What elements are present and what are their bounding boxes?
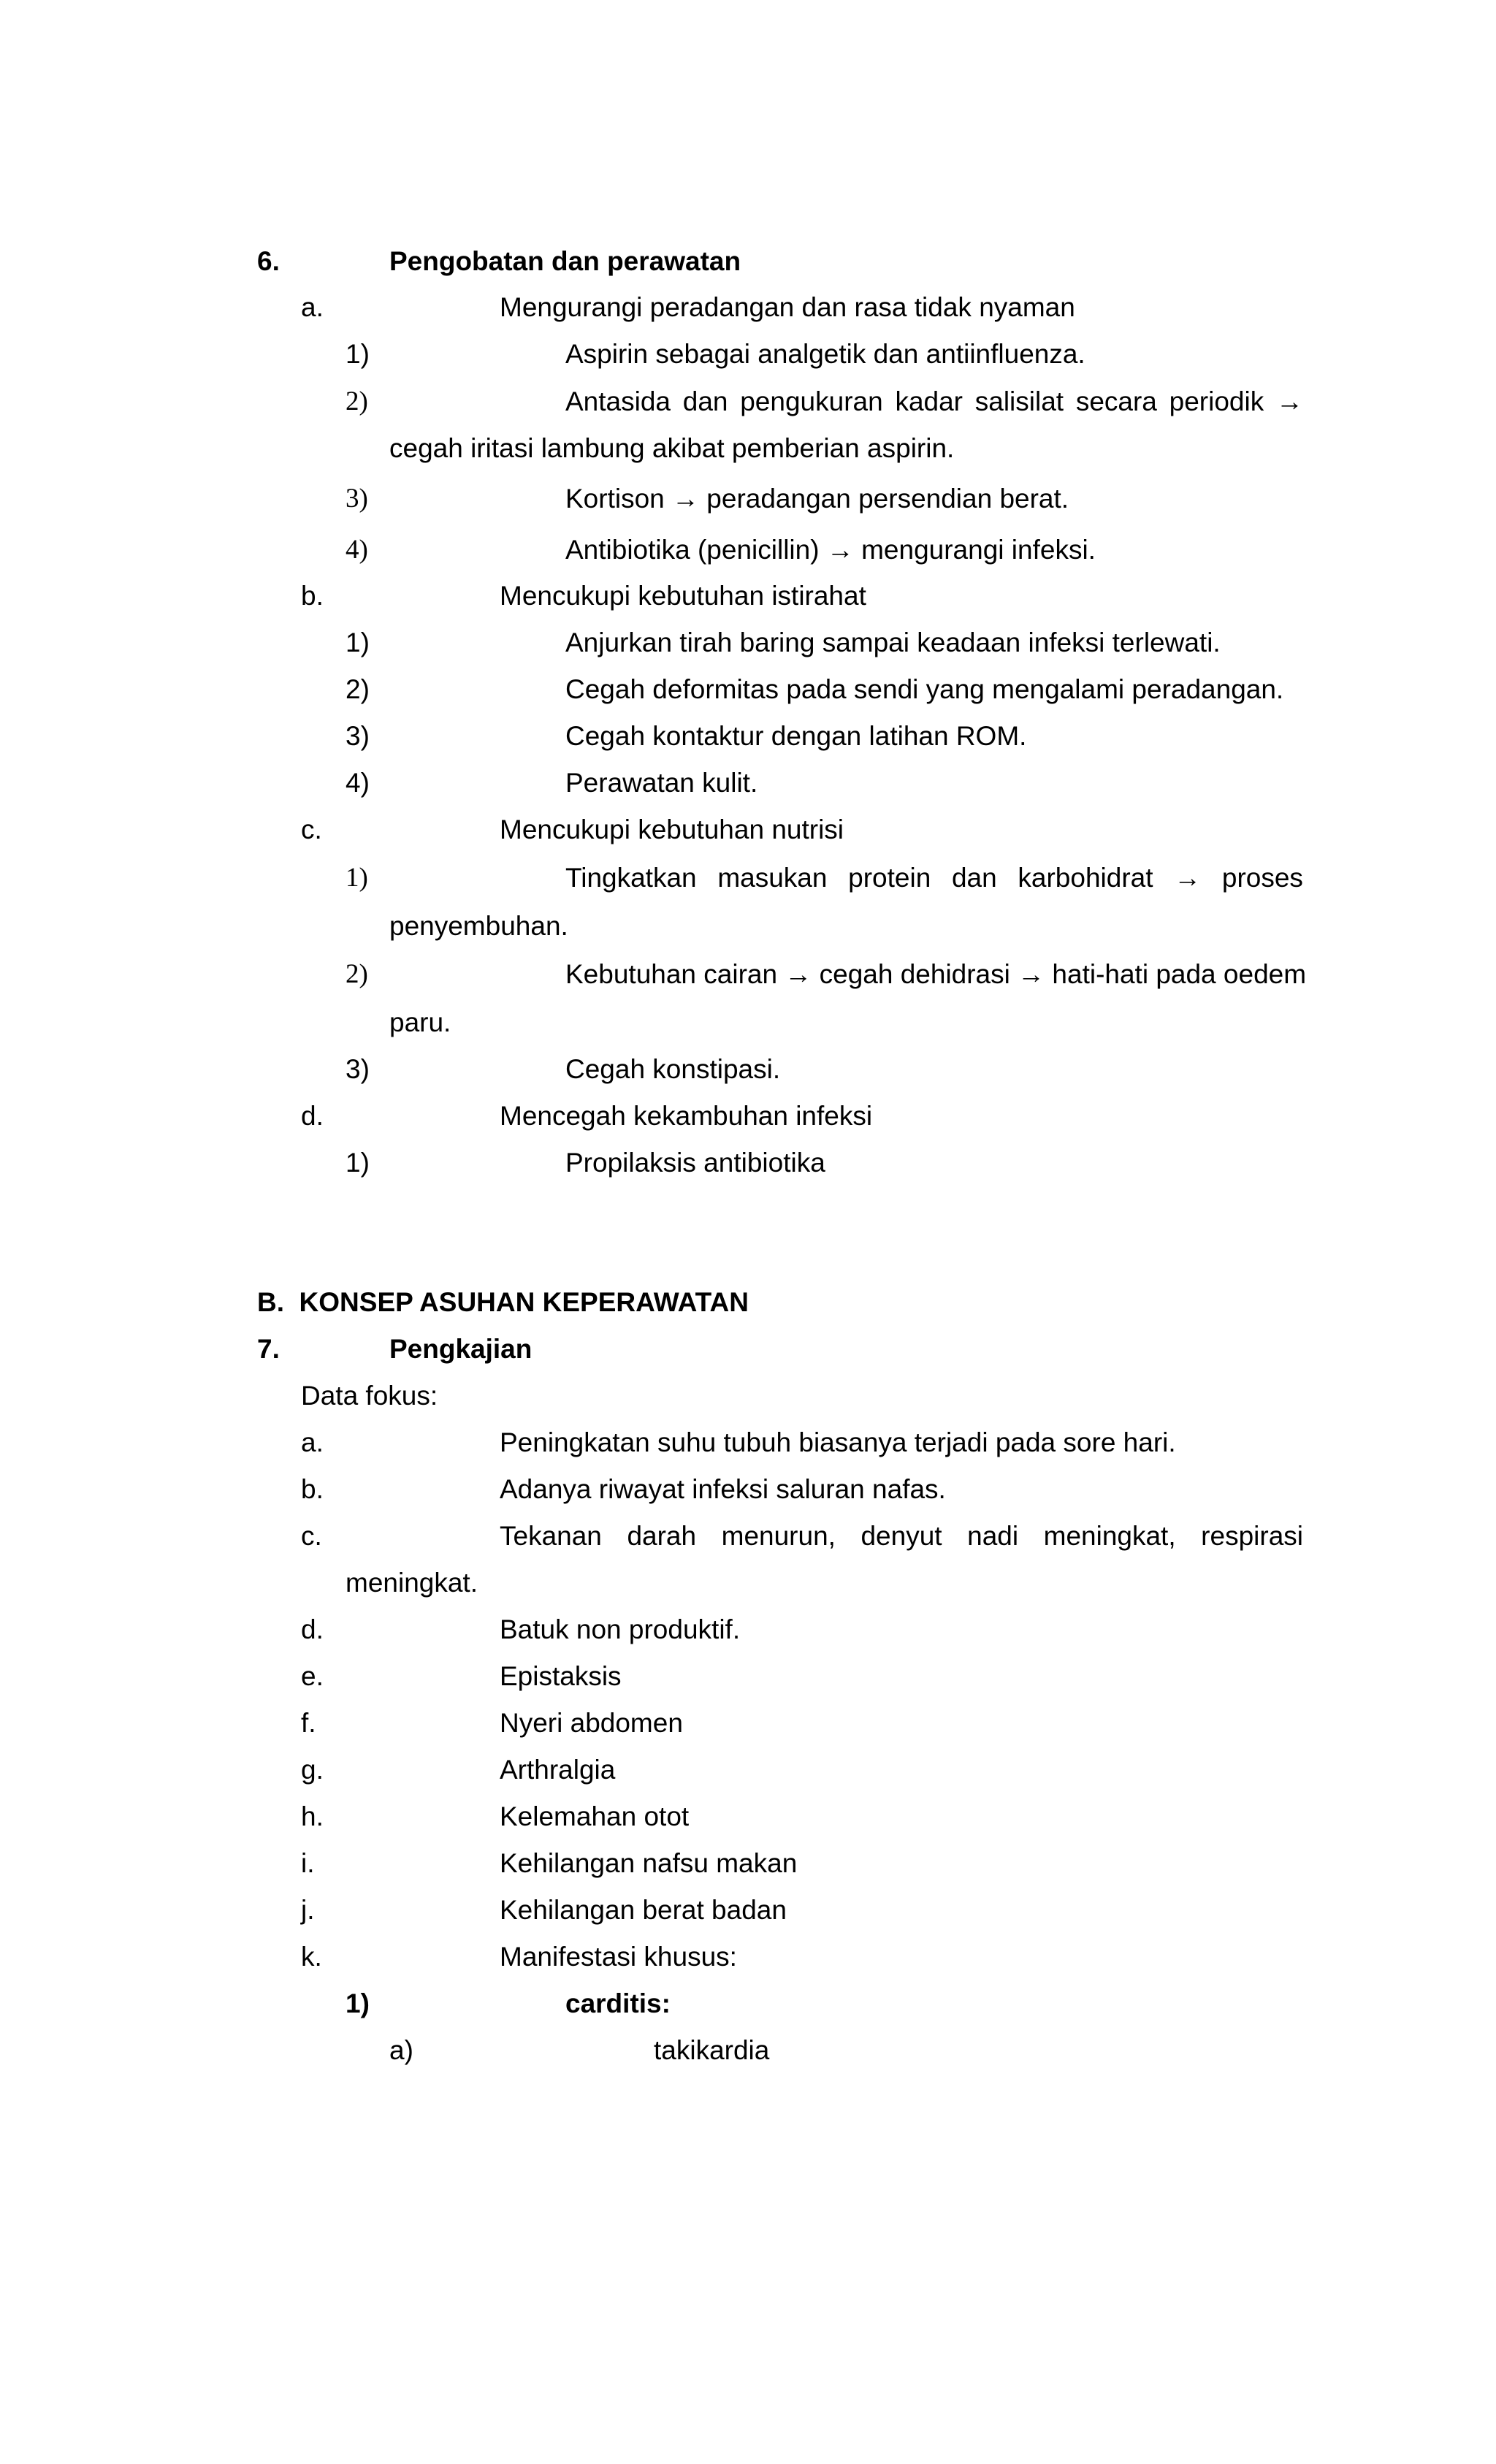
- list-item: [0, 1609, 1496, 1650]
- sub-text-justified: [565, 858, 1303, 899]
- sub-item-continuation: [0, 1002, 1496, 1043]
- section-title: Pengkajian: [389, 1334, 533, 1364]
- sub-number: 1): [346, 863, 368, 893]
- sub-text: Perawatan kulit.: [565, 768, 758, 798]
- sub-number: 3): [346, 721, 370, 751]
- list-item: [0, 287, 1496, 328]
- data-label: Data fokus:: [301, 1381, 438, 1411]
- sub-text-cont: paru.: [389, 1007, 451, 1037]
- sub-text-cont: penyembuhan.: [389, 911, 568, 941]
- sub-number: 3): [346, 484, 368, 514]
- sub-item-continuation: [0, 906, 1496, 947]
- item-text: Kehilangan nafsu makan: [500, 1848, 798, 1878]
- word: dan: [951, 863, 997, 893]
- list-item: [0, 1937, 1496, 1977]
- item-letter: b.: [301, 1474, 324, 1504]
- sub-number: 3): [346, 1054, 370, 1084]
- carditis-heading: [0, 1983, 1496, 2024]
- sub-text: takikardia: [654, 2035, 770, 2065]
- word: karbohidrat: [1018, 863, 1153, 893]
- item-letter: h.: [301, 1801, 324, 1831]
- sub-number: 4): [346, 535, 368, 565]
- item-text-cont: meningkat.: [346, 1568, 478, 1598]
- item-text: Batuk non produktif.: [500, 1614, 741, 1644]
- sub-item: [0, 530, 1496, 571]
- item-text: Adanya riwayat infeksi saluran nafas.: [500, 1474, 946, 1504]
- list-item-continuation: [0, 1563, 1496, 1603]
- item-text: Kelemahan otot: [500, 1801, 690, 1831]
- section-number: 6.: [257, 246, 280, 276]
- sub-text: Anjurkan tirah baring sampai keadaan infeksi terlewati.: [565, 628, 1221, 657]
- carditis-sub-item: [0, 2030, 1496, 2071]
- arrow-glyph: →: [1275, 386, 1303, 416]
- sub-text: Cegah deformitas pada sendi yang mengalami peradangan.: [565, 674, 1284, 704]
- item-text: Peningkatan suhu tubuh biasanya terjadi pada sore hari.: [500, 1427, 1176, 1457]
- sub-text: Cegah kontaktur dengan latihan ROM.: [565, 721, 1027, 751]
- word: menurun,: [721, 1521, 836, 1551]
- sub-number: 4): [346, 768, 370, 798]
- item-letter: a.: [301, 292, 324, 322]
- sub-letter: a): [389, 2035, 413, 2065]
- list-item: [0, 1656, 1496, 1697]
- word: secara: [1075, 386, 1157, 416]
- sub-item: [0, 381, 1496, 422]
- sub-number: 1): [346, 1148, 370, 1178]
- word: pengukuran: [740, 386, 883, 416]
- sub-text: Kortison → peradangan persendian berat.: [565, 484, 1069, 514]
- sub-text: Antibiotika (penicillin) → mengurangi infeksi.: [565, 535, 1096, 565]
- sub-item-continuation: [0, 428, 1496, 469]
- section-b-heading: [0, 1282, 1496, 1323]
- item-letter: f.: [301, 1708, 316, 1738]
- sub-text: Kebutuhan cairan → cegah dehidrasi → hati-hati pada oedem: [565, 959, 1307, 989]
- item-text: Nyeri abdomen: [500, 1708, 683, 1738]
- item-letter: d.: [301, 1614, 324, 1644]
- list-item: [0, 809, 1496, 850]
- item-text-justified: [500, 1516, 1303, 1557]
- word: Antasida: [565, 386, 671, 416]
- section-number: 7.: [257, 1334, 280, 1364]
- sub-item: [0, 478, 1496, 519]
- sub-number: 1): [346, 1988, 370, 2018]
- word: protein: [848, 863, 931, 893]
- item-letter: g.: [301, 1755, 324, 1785]
- sub-text: Aspirin sebagai analgetik dan antiinfluenza.: [565, 339, 1085, 369]
- item-text: Mencegah kekambuhan infeksi: [500, 1101, 873, 1131]
- list-item: [0, 1703, 1496, 1744]
- item-letter: e.: [301, 1661, 324, 1691]
- word: dan: [682, 386, 728, 416]
- word: darah: [627, 1521, 697, 1551]
- sub-number: 2): [346, 959, 368, 989]
- item-letter: c.: [301, 815, 322, 844]
- item-text: Epistaksis: [500, 1661, 622, 1691]
- sub-item: [0, 954, 1496, 995]
- section-6-heading: [0, 241, 1496, 282]
- list-item: [0, 576, 1496, 617]
- item-letter: k.: [301, 1942, 322, 1972]
- section-title: Pengobatan dan perawatan: [389, 246, 741, 276]
- sub-number: 2): [346, 674, 370, 704]
- list-item: [0, 1890, 1496, 1931]
- sub-item: [0, 1049, 1496, 1090]
- word: proses: [1221, 863, 1303, 893]
- word: salisilat: [974, 386, 1064, 416]
- item-letter: b.: [301, 581, 324, 611]
- sub-number: 2): [346, 386, 368, 416]
- list-item: [0, 1843, 1496, 1884]
- list-item: [0, 1469, 1496, 1510]
- word: meningkat,: [1043, 1521, 1176, 1551]
- sub-number: 1): [346, 339, 370, 369]
- sub-item: [0, 622, 1496, 663]
- list-item: [0, 1750, 1496, 1790]
- word: respirasi: [1201, 1521, 1303, 1551]
- list-item: [0, 1422, 1496, 1463]
- item-text: Manifestasi khusus:: [500, 1942, 737, 1972]
- sub-item: [0, 1143, 1496, 1183]
- item-text: Arthralgia: [500, 1755, 616, 1785]
- word: kadar: [895, 386, 963, 416]
- word: Tekanan: [500, 1521, 602, 1551]
- sub-text: Cegah konstipasi.: [565, 1054, 781, 1084]
- list-item: [0, 1516, 1496, 1557]
- list-item: [0, 1096, 1496, 1137]
- section-7-heading: [0, 1329, 1496, 1370]
- sub-item: [0, 858, 1496, 899]
- word: masukan: [717, 863, 828, 893]
- item-text: Kehilangan berat badan: [500, 1895, 787, 1925]
- data-label-line: [0, 1376, 1496, 1416]
- word: periodik: [1169, 386, 1264, 416]
- sub-text-cont: cegah iritasi lambung akibat pemberian aspirin.: [389, 433, 955, 463]
- sub-item: [0, 334, 1496, 375]
- item-letter: d.: [301, 1101, 324, 1131]
- sub-number: 1): [346, 628, 370, 657]
- item-text: Mencukupi kebutuhan istirahat: [500, 581, 866, 611]
- arrow-glyph: →: [1174, 863, 1202, 893]
- item-text: Mengurangi peradangan dan rasa tidak nyaman: [500, 292, 1075, 322]
- sub-title: carditis:: [565, 1988, 671, 2018]
- word: nadi: [967, 1521, 1019, 1551]
- section-heading: B. KONSEP ASUHAN KEPERAWATAN: [257, 1287, 749, 1317]
- item-letter: a.: [301, 1427, 324, 1457]
- item-letter: c.: [301, 1521, 322, 1551]
- sub-text: Propilaksis antibiotika: [565, 1148, 825, 1178]
- item-text: Mencukupi kebutuhan nutrisi: [500, 815, 844, 844]
- sub-text-justified: [565, 381, 1303, 422]
- sub-item: [0, 669, 1496, 710]
- word: Tingkatkan: [565, 863, 697, 893]
- item-letter: j.: [301, 1895, 315, 1925]
- word: denyut: [860, 1521, 942, 1551]
- sub-item: [0, 716, 1496, 757]
- list-item: [0, 1796, 1496, 1837]
- sub-item: [0, 763, 1496, 804]
- item-letter: i.: [301, 1848, 315, 1878]
